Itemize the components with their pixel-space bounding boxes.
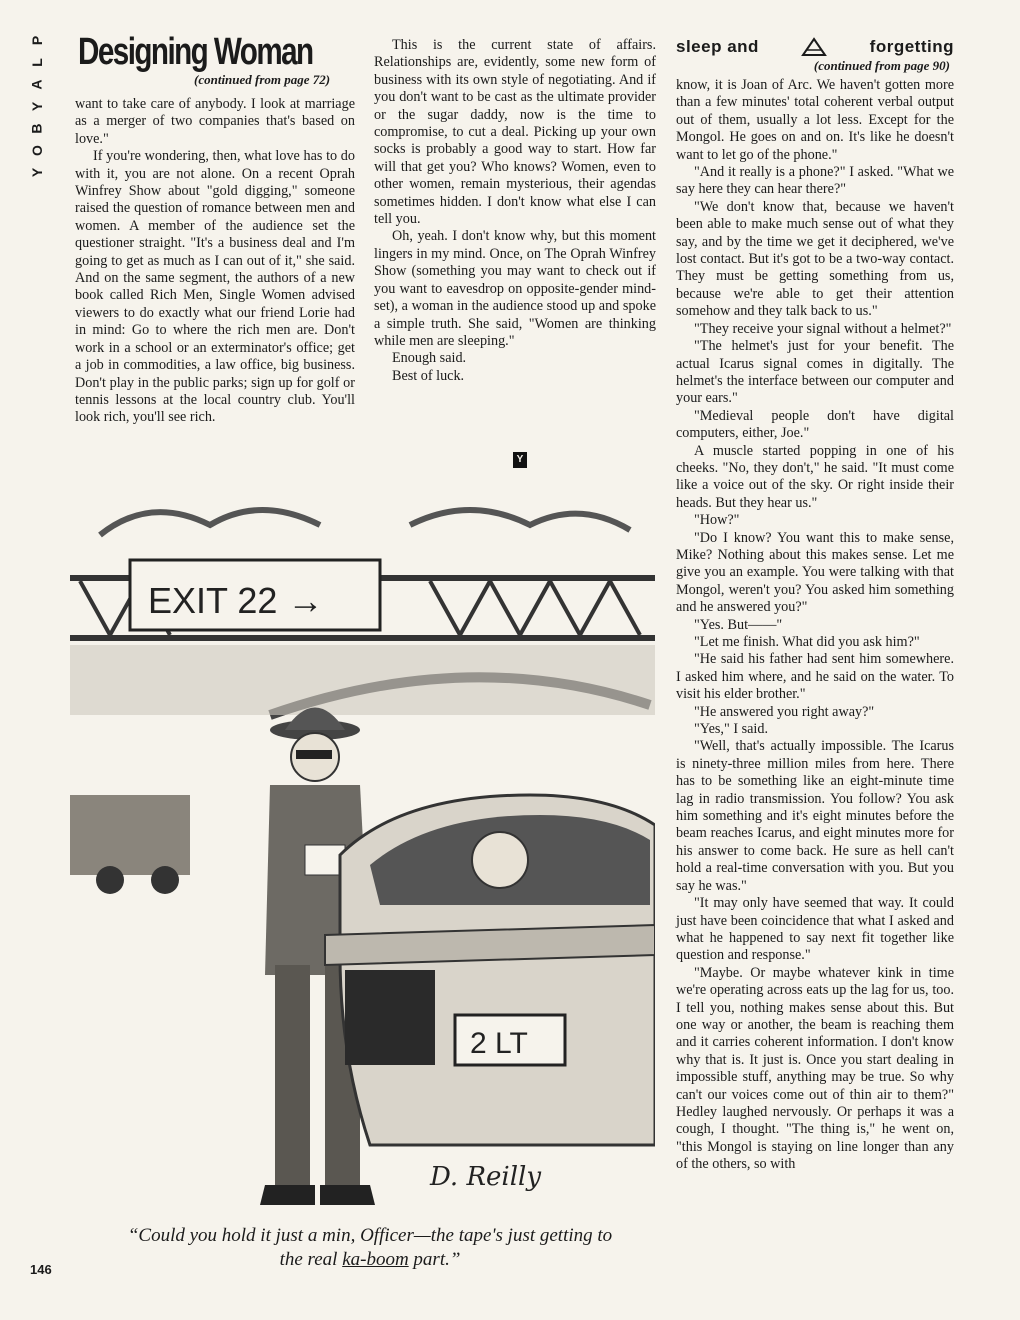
- paragraph: "He said his father had sent him somewhere. I asked him where, and he said on the water. To visit his elder brother.": [676, 651, 954, 703]
- article-headline: Designing Woman: [78, 31, 313, 73]
- magazine-letter: Y: [29, 166, 45, 178]
- paragraph: know, it is Joan of Arc. We haven't gotten more than a few minutes' total coherent verbal output out of them, usually a lot less. Except for the Mongol. He goes on and on. It's like he doesn't want to let go of the phone.": [676, 77, 954, 163]
- caption-text: “Could you hold it just a min, Officer—the tape's just getting to the real: [127, 1225, 613, 1270]
- paragraph: "And it really is a phone?" I asked. "What we say here they can hear there?": [676, 164, 954, 198]
- paragraph: "Medieval people don't have digital computers, either, Joe.": [676, 407, 954, 442]
- magazine-letter: L: [29, 57, 45, 67]
- exit-sign-text: EXIT 22 →: [148, 580, 324, 621]
- paragraph: Enough said.: [392, 350, 467, 367]
- magazine-letter: B: [29, 122, 45, 134]
- paragraph: want to take care of anybody. I look at marriage as a merger of two companies that's based on love.": [75, 96, 355, 147]
- article2-title-left: sleep and: [676, 37, 759, 56]
- paragraph: This is the current state of affairs. Relationships are, evidently, some new form of business with its own style of negotiating. And if you don't want to be cast as the ultimate provider or the sugar daddy, now is the time to compromise, to cut a deal. Picking up your own socks is probably a good way to start. How far will that get you? Who knows? Women, even to other women, remain mysterious, their agendas sometimes hidden. I don't know what else I can tell you.: [374, 37, 656, 228]
- paragraph: If you're wondering, then, what love has to do with it, you are not alone. On a recent Oprah Winfrey Show about "gold digging," someone raised the question of romance between men and women. A member of the audience set the questioner straight. "It's a business deal and I'm going to get as much as I can out of it," she said. And on the same segment, the authors of a new book called Rich Men, Single Women advised viewers to do exactly what our friend Lorie had in mind: Go to where the rich men are. Don't work in a school or an exterminator's office; get a job in commodities, a law office, big business. Don't play in the public parks; sign up for golf or tennis lessons at the local country club. You'll look rich, you'll see rich.: [75, 148, 355, 426]
- caption-underlined-text: ka-boom: [342, 1249, 409, 1270]
- paragraph: "Let me finish. What did you ask him?": [694, 634, 920, 650]
- article2-header: [676, 37, 954, 57]
- article-column-1: [75, 96, 355, 427]
- magazine-letter: A: [29, 78, 45, 90]
- page-number: 146: [30, 1262, 52, 1277]
- end-mark-icon: Y: [513, 452, 527, 468]
- paragraph: "Yes," I said.: [694, 721, 768, 738]
- paragraph: "We don't know that, because we haven't been able to make much sense out of what they say, and by the time we get it deciphered, we've lost contact. But it's got to be a two-way contact. They must be getting something from us, because we're able to get their attention somehow and they talk back to us.": [676, 198, 954, 320]
- continued-from-note: (continued from page 90): [813, 58, 950, 73]
- cartoon-illustration: [70, 495, 655, 1220]
- paragraph: "How?": [694, 512, 740, 529]
- paragraph: Oh, yeah. I don't know why, but this moment lingers in my mind. Once, on The Oprah Winfrey Show (something you may want to check out if you want to eavesdrop on opposite-gender mind-set), a woman in the audience stood up and spoke a simple truth. She said, "Women are thinking while men are sleeping.": [374, 228, 656, 349]
- paragraph: "Do I know? You want this to make sense, Mike? Nothing about this makes sense. Let me give you an example. You were talking with that Mongol, weren't you? You asked him something and he answered you?": [676, 529, 954, 616]
- paragraph: A muscle started popping in one of his cheeks. "No, they don't," he said. "It must come like a voice out of the sky. Or right inside their heads. But they hear us.": [676, 442, 954, 511]
- paragraph: "They receive your signal without a helmet?": [694, 320, 952, 337]
- magazine-letter: P: [29, 34, 45, 46]
- magazine-letter: O: [28, 144, 45, 156]
- triangle-icon: [801, 37, 827, 57]
- article-column-2: [374, 37, 656, 385]
- paragraph: "He answered you right away?": [694, 703, 875, 720]
- article2-title-right: forgetting: [869, 37, 954, 56]
- paragraph: "The helmet's just for your benefit. The actual Icarus signal comes in digitally. The helmet's the interface between our computer and your ears.": [676, 338, 954, 407]
- paragraph: "Maybe. Or maybe whatever kink in time we're operating across eats up the lag for us, too. I tell you, nothing makes sense about this. But one way or another, the beam is reaching them and it carries coherent information. I don't know why that is. It just is. Once you start dealing in impossible stuff, anything may be true. So why can't our voices come out of thin air to them?" Hedley laughed nervously. Or perhaps it was a cough, I thought. "The thing is," he went on, "this Mongol is staying on line longer than any of the others, so with: [676, 964, 954, 1173]
- paragraph: Best of luck.: [392, 367, 465, 384]
- continued-from-note: (continued from page 72): [194, 72, 331, 87]
- caption-text-end: part.”: [408, 1249, 461, 1270]
- paragraph: "Well, that's actually impossible. The Icarus is ninety-three million miles from here. There has to be something like an eight-minute time lag in radio transmission. You follow? You ask him something and it's eight minutes before the beam reaches Icarus, and eight minutes more for his answer to come back. He sure as hell can't hold a real-time conversation with you. But you say he was.": [676, 738, 954, 894]
- magazine-name-vertical: [26, 30, 48, 182]
- article-column-3: [676, 77, 954, 1174]
- paragraph: "Yes. But——": [694, 616, 783, 633]
- cartoon-caption: [120, 1224, 620, 1272]
- magazine-letter: Y: [29, 100, 45, 112]
- license-plate-text: 2 LT: [470, 1027, 528, 1060]
- paragraph: "It may only have seemed that way. It could just have been coincidence that what I asked and what he happened to say next fit together like question and response.": [676, 895, 954, 964]
- cartoonist-signature: D. Reilly: [430, 1162, 542, 1192]
